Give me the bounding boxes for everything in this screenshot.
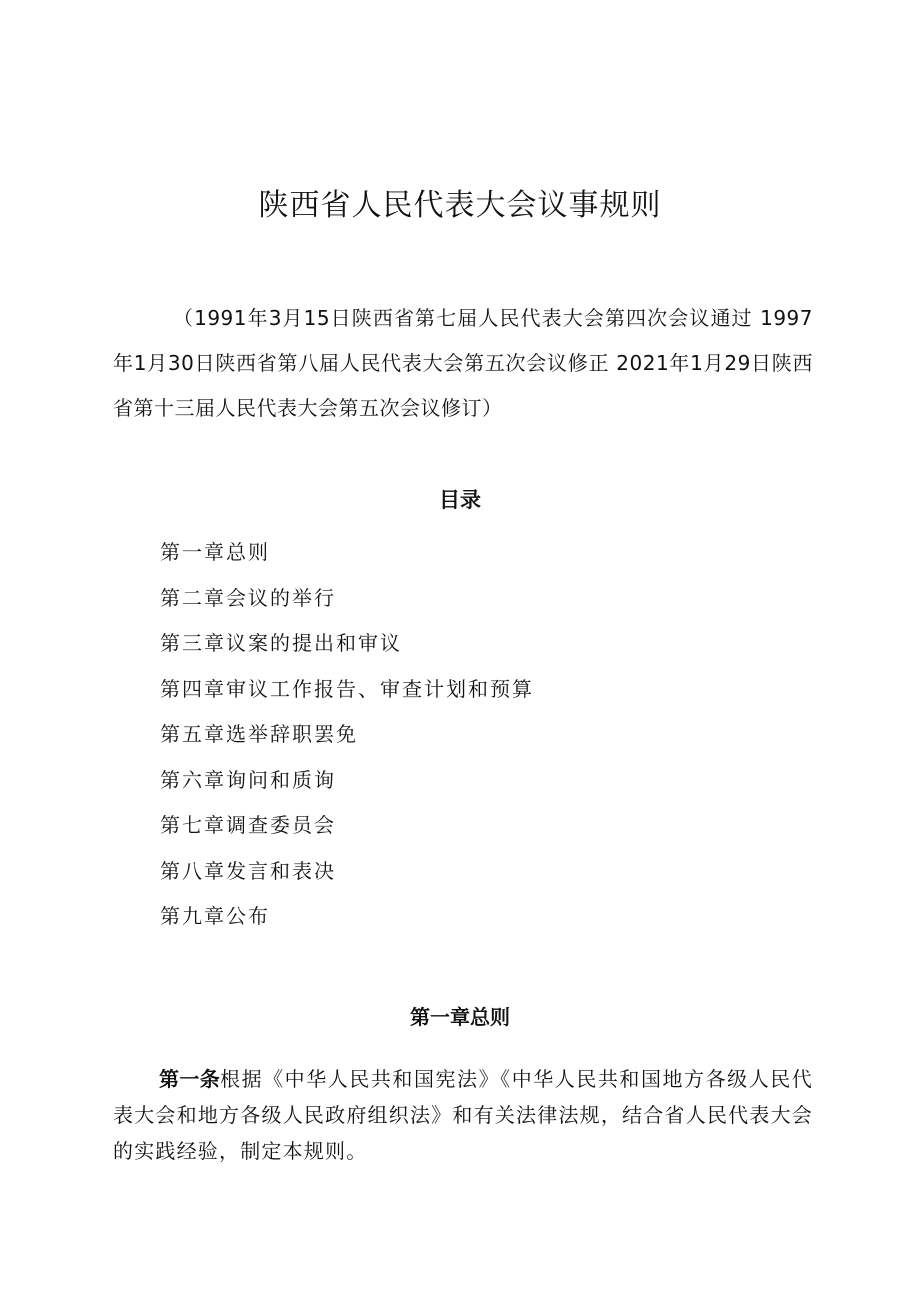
chapter-one-heading: 第一章总则 [410, 1005, 510, 1029]
toc-item-chapter-2: 第二章会议的举行 [160, 585, 336, 610]
toc-item-chapter-7: 第七章调查委员会 [160, 813, 336, 837]
table-of-contents [160, 530, 534, 940]
toc-item-chapter-3: 第三章议案的提出和审议 [160, 631, 402, 655]
history-note: （1991年3月15日陕西省第七届人民代表大会第四次会议通过 1997年1月30日陕西省第八届人民代表大会第五次会议修正 2021年1月29日陕西省第十三届人民代表大会第五次会议修订） [113, 306, 813, 420]
toc-item-chapter-9: 第九章公布 [160, 904, 270, 928]
toc-item-chapter-5: 第五章选举辞职罢免 [160, 722, 358, 746]
toc-heading: 目录 [439, 488, 481, 512]
document-title: 陕西省人民代表大会议事规则 [258, 188, 662, 223]
article-one-number: 第一条 [159, 1067, 221, 1091]
article-one-text: 根据《中华人民共和国宪法》《中华人民共和国地方各级人民代表大会和地方各级人民政府组织法》和有关法律法规，结合省人民代表大会的实践经验，制定本规则。 [113, 1067, 813, 1163]
toc-item-chapter-6: 第六章询问和质询 [160, 767, 336, 792]
toc-item-chapter-1: 第一章总则 [160, 540, 270, 564]
article-one [113, 1061, 813, 1169]
toc-item-chapter-4: 第四章审议工作报告、审查计划和预算 [160, 676, 534, 701]
toc-item-chapter-8: 第八章发言和表决 [160, 858, 336, 883]
